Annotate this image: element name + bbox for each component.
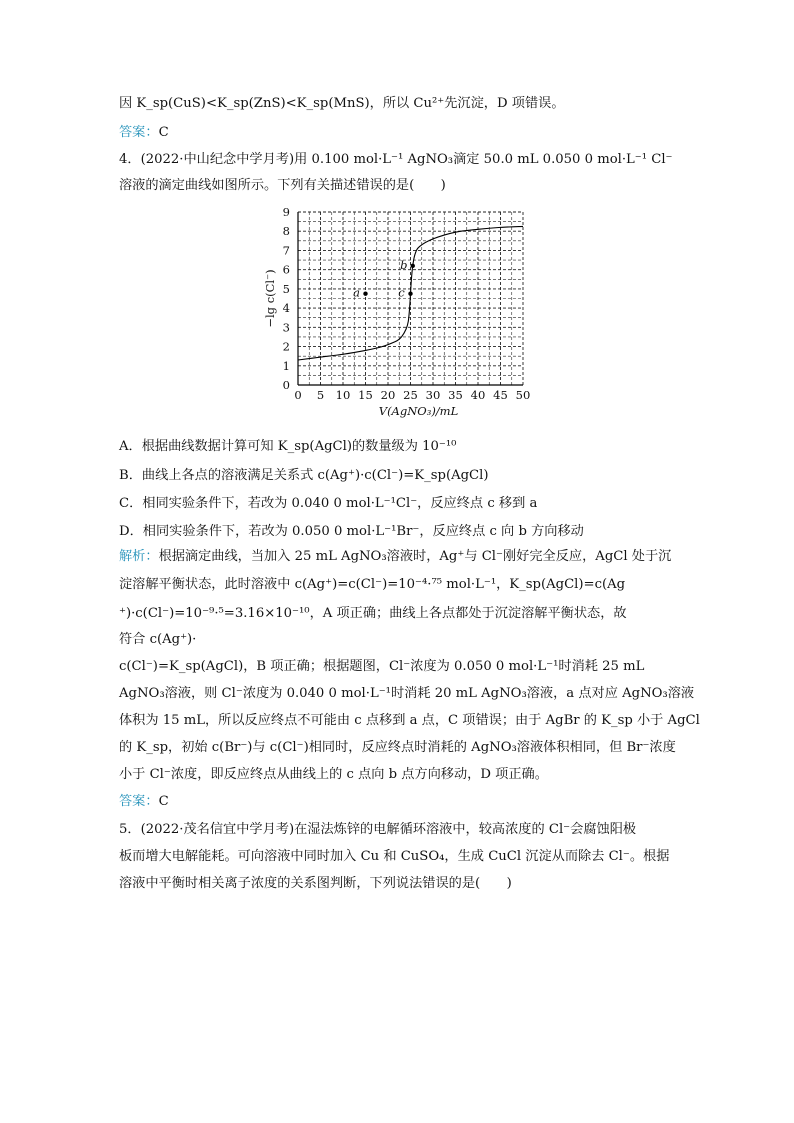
explanation-line-7: 体积为 15 mL，所以反应终点不可能由 c 点移到 a 点，C 项错误；由于 AgBr 的 K_sp 小于 AgCl [119, 713, 700, 728]
answer-2 [119, 792, 169, 812]
y-tick-label: 7 [282, 243, 290, 258]
explanation-line-6: AgNO₃溶液，则 Cl⁻浓度为 0.040 0 mol·L⁻¹时消耗 20 mL AgNO₃溶液，a 点对应 AgNO₃溶液 [119, 686, 695, 701]
answer-1 [119, 123, 169, 143]
x-tick-label: 25 [403, 388, 418, 402]
question-4-line-1: 4．(2022·中山纪念中学月考)用 0.100 mol·L⁻¹ AgNO₃滴定 50.0 mL 0.050 0 mol·L⁻¹ Cl⁻ [119, 152, 673, 167]
y-axis-label: −lg c(Cl⁻) [263, 269, 277, 328]
answer-value: C [158, 125, 169, 140]
x-tick-label: 0 [294, 388, 302, 402]
explanation-line-1 [119, 547, 671, 567]
y-tick-label: 9 [282, 205, 290, 219]
explanation-line-5: c(Cl⁻)=K_sp(AgCl)，B 项正确；根据题图，Cl⁻浓度为 0.050 0 mol·L⁻¹时消耗 25 mL [119, 659, 645, 674]
x-tick-label: 50 [515, 388, 531, 402]
x-tick-label: 35 [448, 388, 463, 402]
explanation-line-8: 的 K_sp，初始 c(Br⁻)与 c(Cl⁻)相同时，反应终点时消耗的 AgNO₃溶液体积相同，但 Br⁻浓度 [119, 740, 676, 755]
x-tick-label: 20 [380, 388, 396, 402]
option-a: A．根据曲线数据计算可知 K_sp(AgCl)的数量级为 10⁻¹⁰ [119, 439, 457, 454]
x-tick-label: 40 [470, 388, 486, 402]
y-tick-label: 5 [282, 281, 290, 296]
x-tick-label: 10 [335, 388, 351, 402]
question-5-line-3: 溶液中平衡时相关离子浓度的关系图判断，下列说法错误的是( ) [119, 876, 512, 891]
x-tick-label: 45 [493, 388, 508, 402]
data-point-a [363, 291, 367, 295]
y-tick-label: 4 [282, 301, 290, 316]
y-tick-label: 3 [282, 320, 290, 335]
data-point-c [408, 291, 412, 295]
y-tick-label: 8 [282, 224, 290, 239]
explanation-line-9: 小于 Cl⁻浓度，即反应终点从曲线上的 c 点向 b 点方向移动，D 项正确。 [119, 767, 548, 782]
answer-label: 答案： [119, 794, 159, 809]
y-tick-label: 6 [282, 262, 290, 277]
question-5-line-1: 5．(2022·茂名信宜中学月考)在湿法炼锌的电解循环溶液中，较高浓度的 Cl⁻会腐蚀阳极 [119, 822, 637, 837]
y-tick-label: 2 [282, 339, 290, 354]
answer-value: C [158, 794, 169, 809]
data-point-b [411, 264, 415, 268]
point-label-c: c [398, 285, 405, 300]
x-tick-label: 30 [425, 388, 441, 402]
point-label-b: b [400, 257, 408, 272]
option-b: B．曲线上各点的溶液满足关系式 c(Ag⁺)·c(Cl⁻)=K_sp(AgCl) [119, 468, 489, 483]
answer-label: 答案： [119, 125, 159, 140]
option-d: D．相同实验条件下，若改为 0.050 0 mol·L⁻¹Br⁻，反应终点 c 向 b 方向移动 [119, 524, 584, 539]
x-axis-label: V(AgNO₃)/mL [378, 404, 459, 418]
option-c: C．相同实验条件下，若改为 0.040 0 mol·L⁻¹Cl⁻，反应终点 c 移到 a [119, 496, 538, 511]
y-tick-label: 0 [282, 378, 290, 392]
question-4-line-2: 溶液的滴定曲线如图所示。下列有关描述错误的是( ) [119, 178, 446, 193]
explanation-line-2: 淀溶解平衡状态，此时溶液中 c(Ag⁺)=c(Cl⁻)=10⁻⁴·⁷⁵ mol·L⁻¹，K_sp(AgCl)=c(Ag [119, 577, 626, 592]
titration-chart [255, 198, 535, 426]
x-tick-label: 15 [358, 388, 373, 402]
question-5-line-2: 板而增大电解能耗。可向溶液中同时加入 Cu 和 CuSO₄，生成 CuCl 沉淀从而除去 Cl⁻。根据 [119, 849, 670, 864]
point-label-a: a [353, 285, 360, 300]
explanation-line-4: 符合 c(Ag⁺)· [119, 632, 197, 647]
explanation-text: 根据滴定曲线，当加入 25 mL AgNO₃溶液时，Ag⁺与 Cl⁻刚好完全反应，AgCl 处于沉 [158, 549, 672, 564]
x-tick-label: 5 [316, 388, 325, 402]
prev-answer-line: 因 K_sp(CuS)<K_sp(ZnS)<K_sp(MnS)，所以 Cu²⁺先沉淀，D 项错误。 [119, 96, 565, 111]
explanation-line-3: ⁺)·c(Cl⁻)=10⁻⁹·⁵=3.16×10⁻¹⁰，A 项正确；曲线上各点都处于沉淀溶解平衡状态，故 [119, 606, 627, 621]
y-tick-label: 1 [282, 358, 290, 373]
explanation-label: 解析： [119, 549, 159, 564]
